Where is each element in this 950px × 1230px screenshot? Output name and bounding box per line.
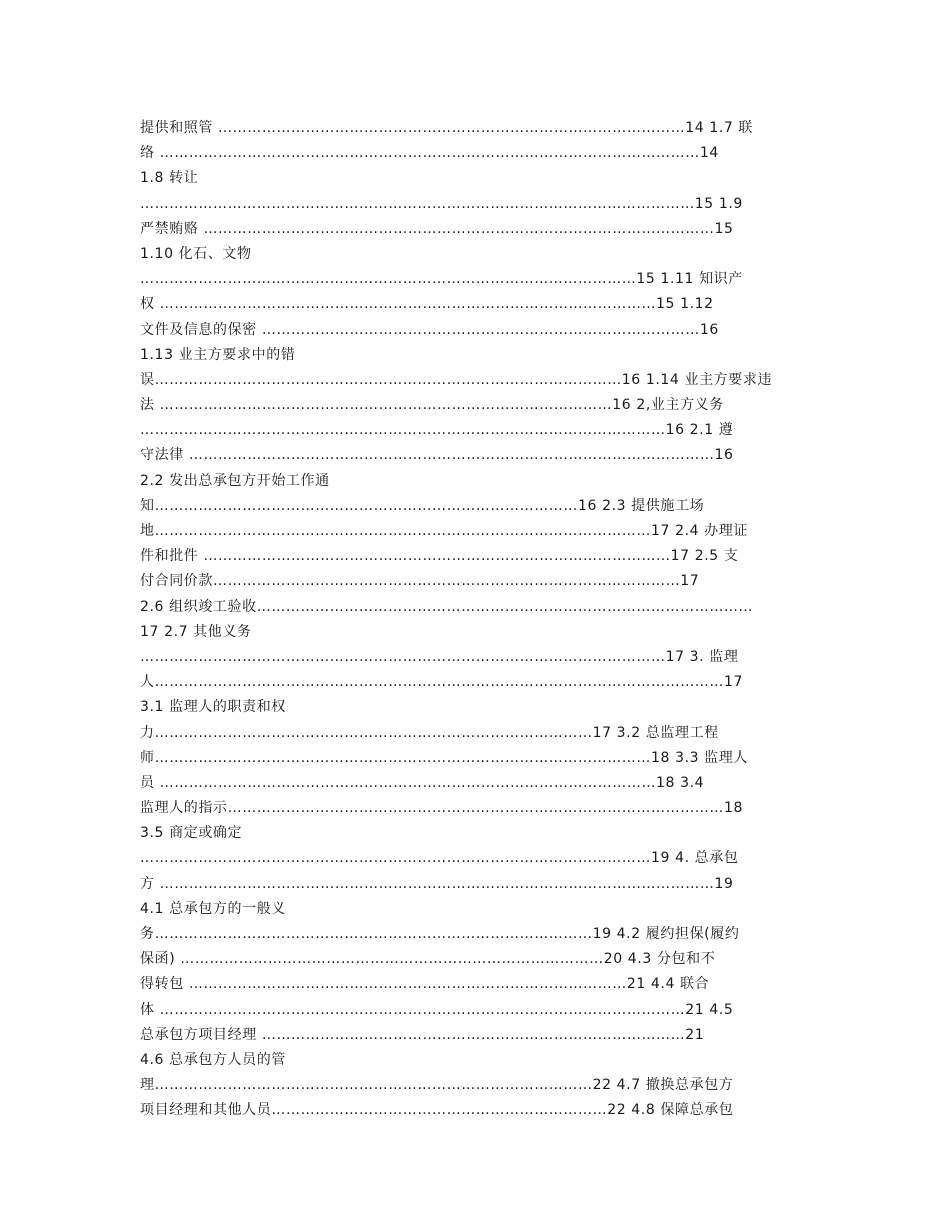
toc-line: 4.6 总承包方人员的管 [140,1051,286,1068]
toc-line: 3.5 商定或确定 [140,825,243,842]
toc-line: 力………………………………………………………………………………17 3.2 总监理工程 [140,724,719,741]
toc-line: 件和批件 ……………………………………………………………………………………17 2.5 支 [140,548,739,565]
toc-line: 4.1 总承包方的一般义 [140,900,286,917]
toc-line: 1.8 转让 [140,170,199,187]
toc-line: ……………………………………………………………………………………………………15 1.9 [140,195,743,212]
table-of-contents [140,116,812,1124]
toc-line: 总承包方项目经理 ……………………………………………………………………………21 [140,1026,705,1043]
toc-line: …………………………………………………………………………………………15 1.11 知识产 [140,271,743,288]
toc-line: 保函) ……………………………………………………………………………20 4.3 分包和不 [140,951,716,968]
toc-line: 人………………………………………………………………………………………………………17 [140,674,744,691]
toc-line: 1.10 化石、文物 [140,245,252,262]
toc-line: 法 …………………………………………………………………………………16 2,业主方义务 [140,397,724,414]
toc-line: 理………………………………………………………………………………22 4.7 撤换总承包方 [140,1077,734,1094]
toc-line: 监理人的指示…………………………………………………………………………………………18 [140,800,744,817]
toc-line: 2.6 组织竣工验收………………………………………………………………………………………… [140,598,754,615]
toc-line: 17 2.7 其他义务 [140,623,252,640]
toc-line: ……………………………………………………………………………………………19 4. 总承包 [140,850,739,867]
toc-line: 地…………………………………………………………………………………………17 2.4 办理证 [140,523,748,539]
toc-line: 严禁贿赂 ……………………………………………………………………………………………15 [140,220,734,237]
toc-line: ………………………………………………………………………………………………17 3. 监理 [140,648,739,665]
toc-line: 3.1 监理人的职责和权 [140,699,286,716]
toc-line: 项目经理和其他人员……………………………………………………………22 4.8 保障总承包 [140,1102,734,1119]
toc-line: 员 …………………………………………………………………………………………18 3.4 [140,774,705,791]
toc-line: 务………………………………………………………………………………19 4.2 履约担保(履约 [140,926,740,942]
toc-line: 文件及信息的保密 ………………………………………………………………………………16 [140,321,719,338]
toc-line: 方 ……………………………………………………………………………………………………19 [140,875,734,892]
toc-line: 2.2 发出总承包方开始工作通 [140,472,330,489]
toc-line: 1.13 业主方要求中的错 [140,346,296,363]
toc-line: 知……………………………………………………………………………16 2.3 提供施工场 [140,497,705,514]
toc-line: 守法律 ………………………………………………………………………………………………16 [140,447,734,464]
toc-line: 误……………………………………………………………………………………16 1.14 业主方要求违 [140,371,773,388]
toc-line: 体 ………………………………………………………………………………………………21 4.5 [140,1001,734,1018]
toc-line: 付合同价款……………………………………………………………………………………17 [140,573,700,590]
toc-line: 提供和照管 ……………………………………………………………………………………14 1.7 联 [140,120,754,136]
toc-line: 师…………………………………………………………………………………………18 3.3 监理人 [140,749,748,766]
toc-line: 络 …………………………………………………………………………………………………14 [140,145,719,162]
toc-line: ………………………………………………………………………………………………16 2.1 遵 [140,422,734,439]
toc-line: 得转包 ………………………………………………………………………………21 4.4 联合 [140,976,710,993]
toc-line: 权 …………………………………………………………………………………………15 1.12 [140,296,714,313]
